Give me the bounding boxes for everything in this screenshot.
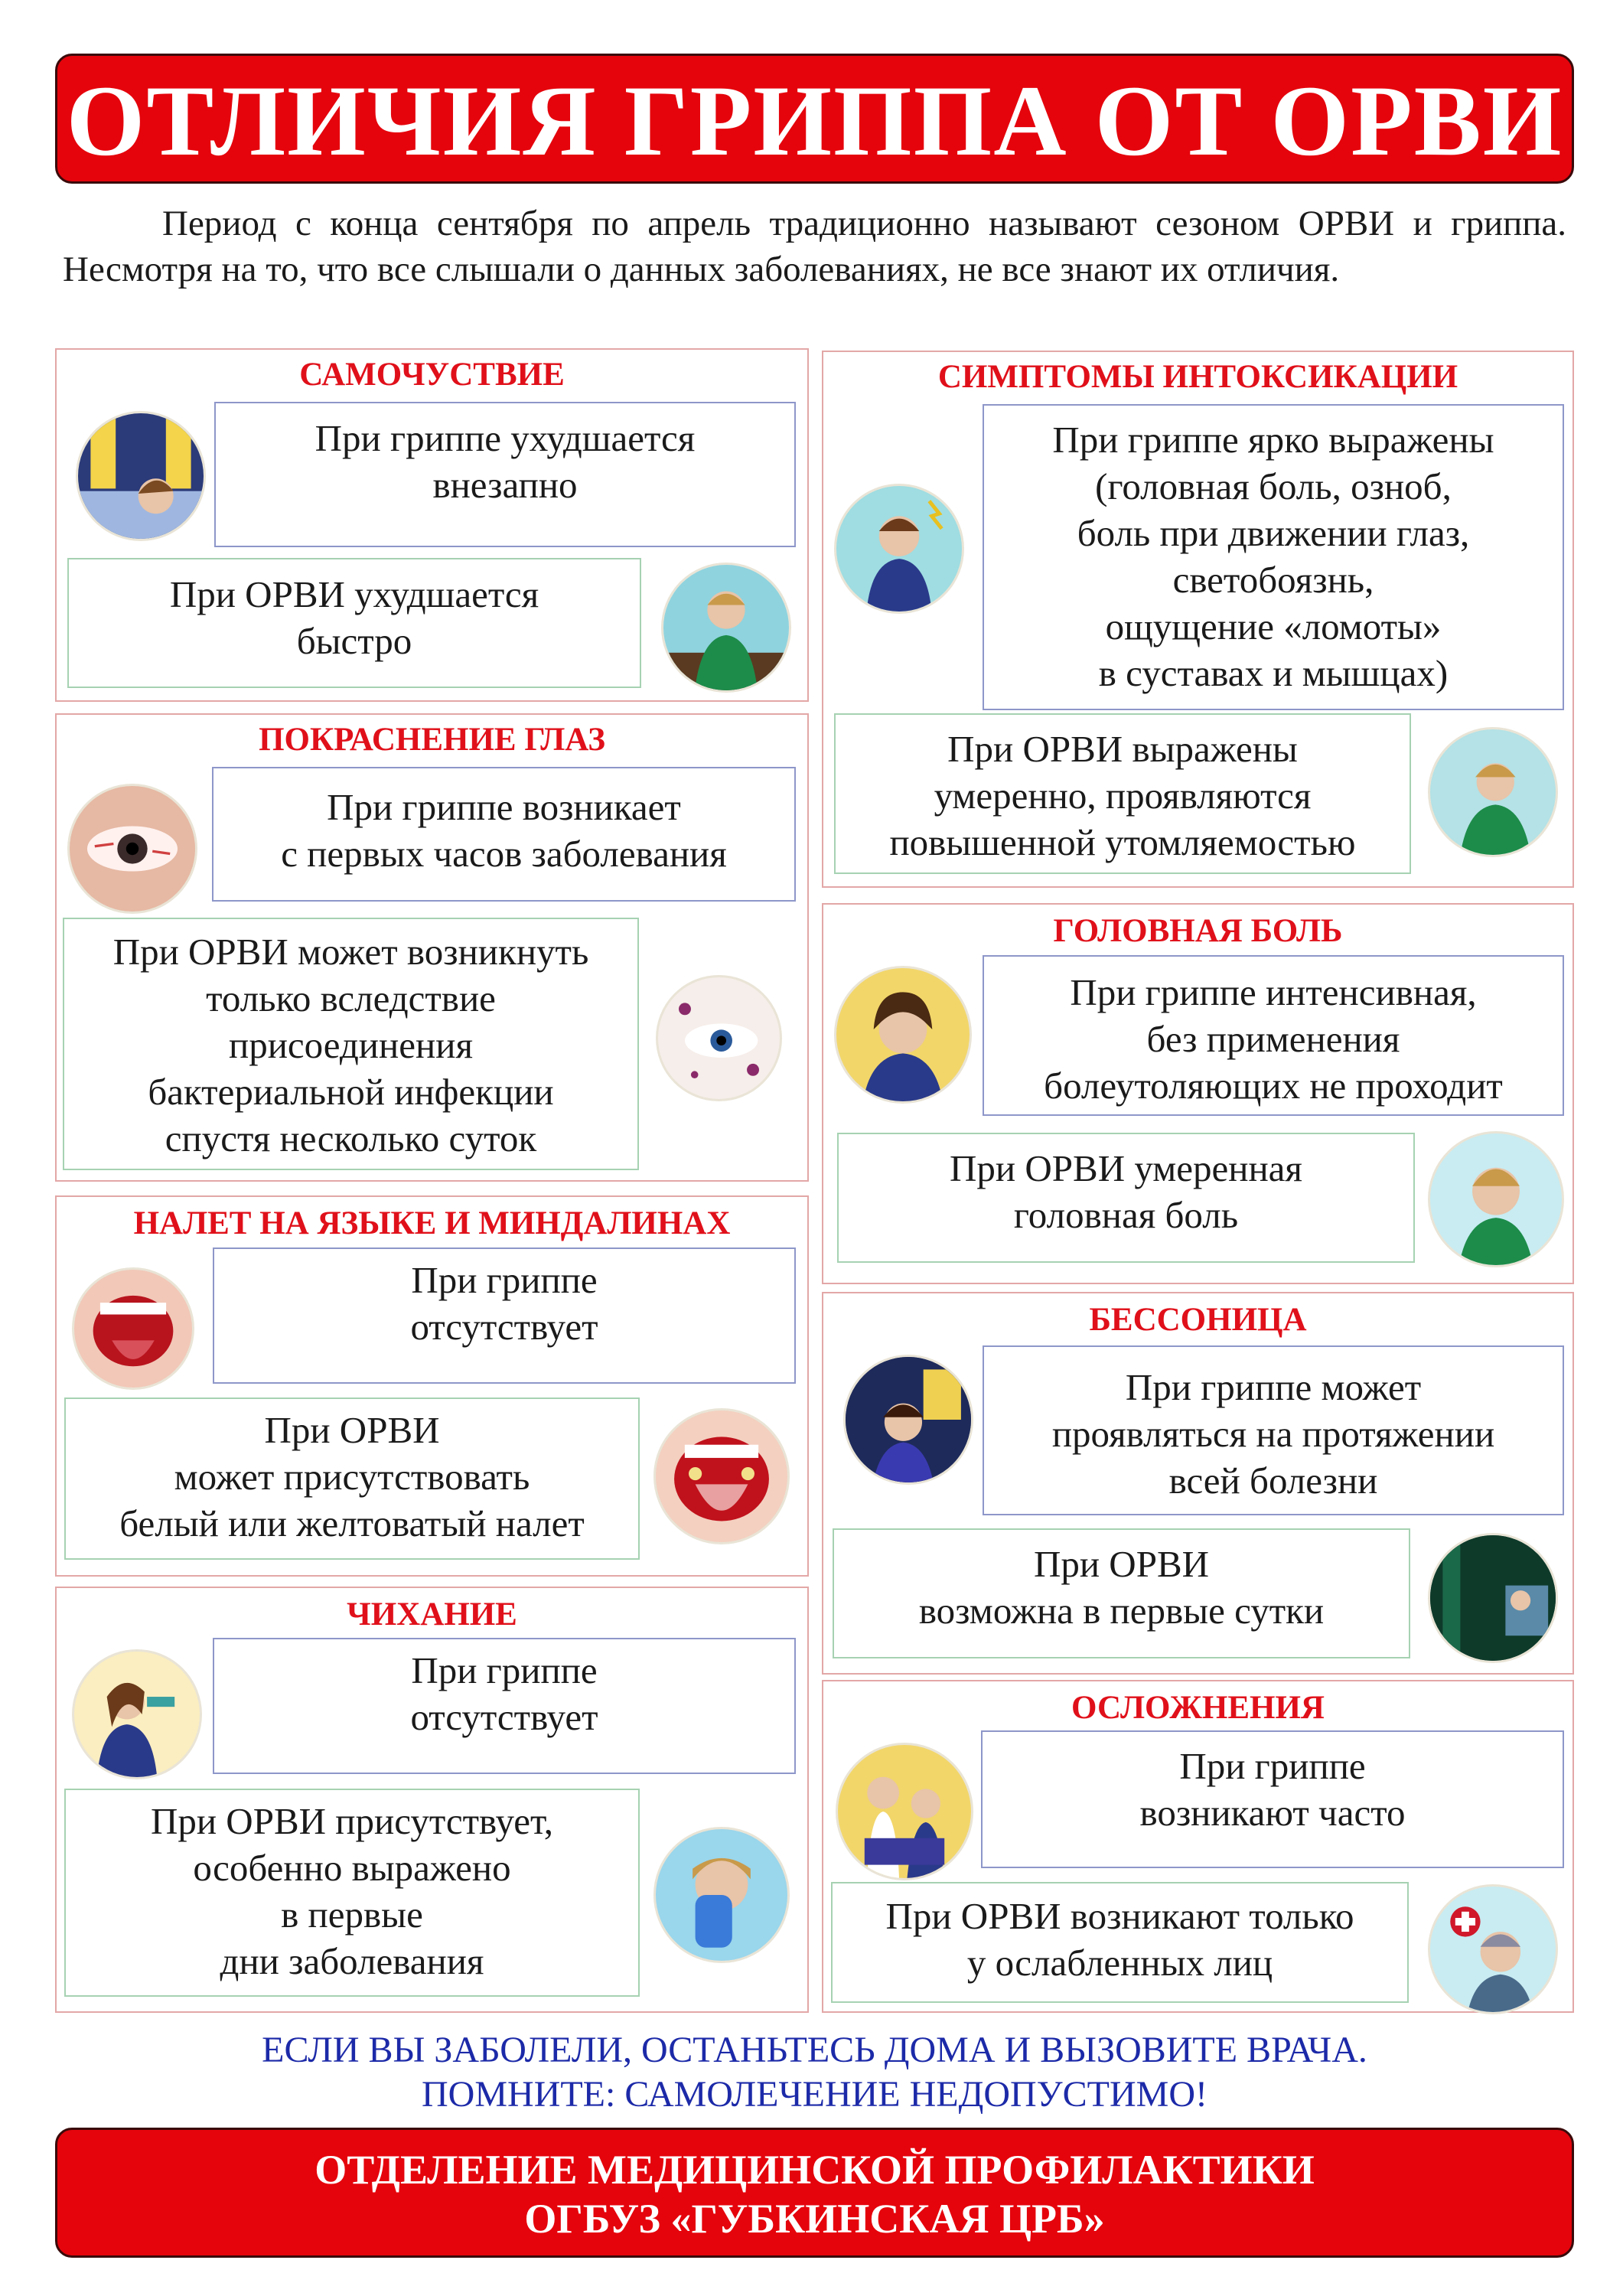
section-red-eyes [55,713,809,1182]
eye-icon [67,784,197,914]
section-title: ПОКРАСНЕНИЕ ГЛАЗ [259,722,605,758]
section-title: НАЛЕТ НА ЯЗЫКЕ И МИНДАЛИНАХ [133,1205,731,1241]
arvi-statement: При ОРВИ может присутствовать белый или желтоватый налет [64,1397,640,1560]
closing-message: ЕСЛИ ВЫ ЗАБОЛЕЛИ, ОСТАНЬТЕСЬ ДОМА И ВЫЗОВИТЕ ВРАЧА. ПОМНИТЕ: САМОЛЕЧЕНИЕ НЕДОПУСТИМО! [262,2030,1367,2115]
section-title: ГОЛОВНАЯ БОЛЬ [1053,913,1343,949]
coated-tongue-icon [653,1408,790,1544]
fatigued-person-icon [1428,727,1558,857]
sick-person-medical-icon [1428,1884,1558,2014]
night-bed-icon [1428,1533,1558,1663]
nasal-spray-icon [72,1649,202,1779]
section-complications [822,1680,1574,2013]
arvi-statement: При ОРВИ ухудшается быстро [67,558,641,688]
section-wellbeing [55,348,809,702]
arvi-statement: При ОРВИ возможна в первые сутки [833,1528,1410,1658]
head-pain-icon [834,966,972,1104]
section-intoxication [822,351,1574,888]
headache-person-icon [834,484,964,614]
footer-line: ОТДЕЛЕНИЕ МЕДИЦИНСКОЙ ПРОФИЛАКТИКИ [314,2147,1315,2193]
section-sneezing [55,1587,809,2013]
arvi-statement: При ОРВИ умеренная головная боль [837,1133,1415,1263]
doctor-visit-icon [836,1743,973,1880]
flu-statement: При гриппе интенсивная, без применения болеутоляющих не проходит [983,955,1564,1116]
section-insomnia [822,1292,1574,1675]
arvi-statement: При ОРВИ выражены умеренно, проявляются повышенной утомляемостью [834,713,1411,874]
sneezing-person-icon [653,1827,790,1963]
intro-paragraph [63,201,1566,292]
flu-statement: При гриппе отсутствует [213,1247,796,1384]
section-title: ЧИХАНИЕ [347,1596,517,1632]
flu-statement: При гриппе может проявляться на протяжении всей болезни [983,1345,1564,1515]
arvi-statement: При ОРВИ возникают только у ослабленных лиц [831,1882,1409,2003]
arvi-statement: При ОРВИ присутствует, особенно выражено в первые дни заболевания [64,1789,640,1997]
section-tongue [55,1195,809,1577]
flu-statement: При гриппе возникают часто [981,1730,1564,1868]
section-title: БЕССОНИЦА [1089,1302,1307,1338]
mouth-tongue-icon [72,1267,194,1390]
sleepless-night-icon [843,1355,973,1485]
flu-statement: При гриппе ухудшается внезапно [214,402,796,547]
arvi-statement: При ОРВИ может возникнуть только вследствие присоединения бактериальной инфекции спустя несколько суток [63,918,639,1170]
flu-statement: При гриппе ярко выражены (головная боль, озноб, боль при движении глаз, светобоязнь, ощущение «ломоты» в суставах и мышцах) [983,404,1564,710]
page-title: ОТЛИЧИЯ ГРИППА ОТ ОРВИ [66,64,1563,177]
flu-statement: При гриппе отсутствует [213,1638,796,1774]
mild-headache-icon [1428,1131,1564,1267]
title-banner [55,54,1574,184]
tired-person-icon [661,563,791,693]
intro-text: Период с конца сентября по апрель традиционно называют сезоном ОРВИ и гриппа. Несмотря на то, что все слышали о данных заболеваниях, не все знают их отличия. [63,204,1567,289]
infected-eye-icon [656,975,782,1101]
section-title: САМОЧУСТВИЕ [299,357,565,393]
section-title: ОСЛОЖНЕНИЯ [1071,1690,1325,1726]
sleeping-person-icon [76,411,206,541]
flu-statement: При гриппе возникает с первых часов заболевания [212,767,796,902]
section-headache [822,903,1574,1284]
section-title: СИМПТОМЫ ИНТОКСИКАЦИИ [937,359,1458,395]
footer-banner [55,2128,1574,2258]
footer-line: ОГБУЗ «ГУБКИНСКАЯ ЦРБ» [524,2196,1105,2242]
